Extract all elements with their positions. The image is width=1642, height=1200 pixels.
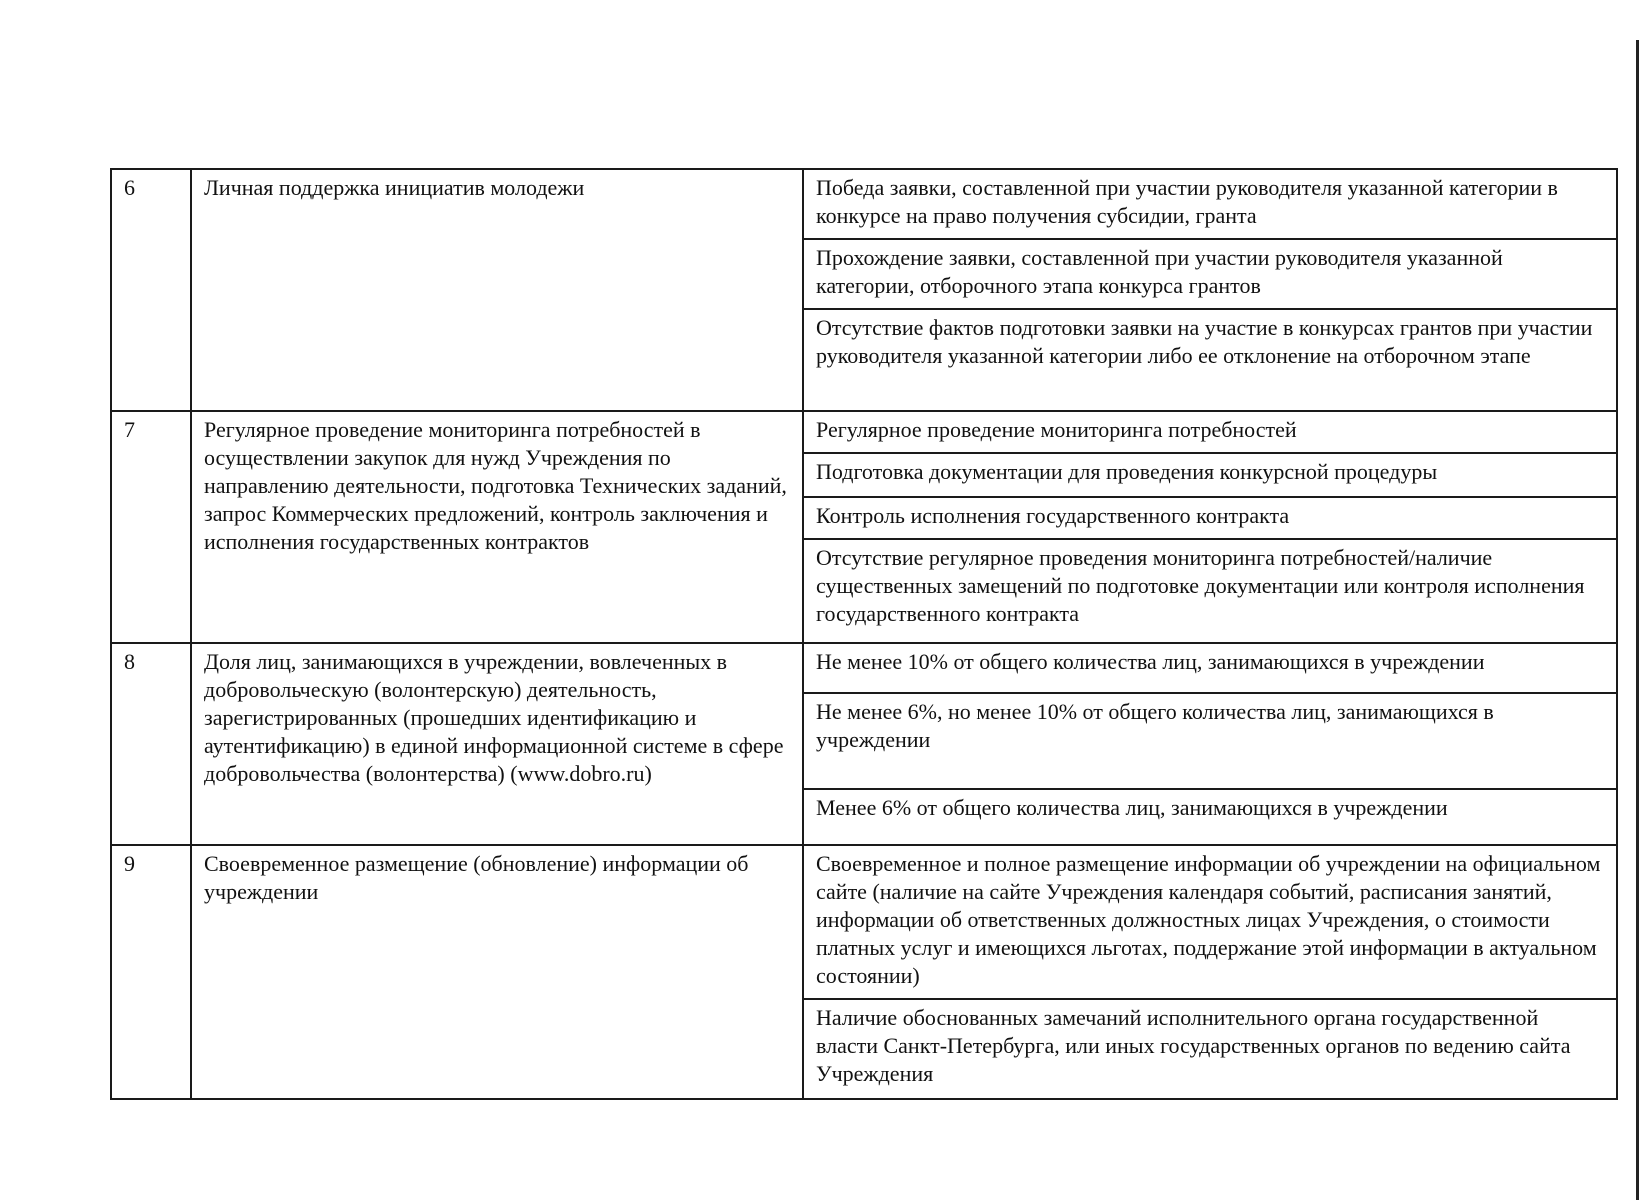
criteria-item: Своевременное и полное размещение информации об учреждении на официальном сайте (наличие на сайте Учреждения календаря событий, расписания занятий, информации об ответственных должностных лицах Учреждения, о стоимости платных услуг и имеющихся льготах, поддержание этой информации в актуальном состоянии): [804, 846, 1616, 1000]
criteria-item: Не менее 10% от общего количества лиц, занимающихся в учреждении: [804, 644, 1616, 694]
criteria-item: Отсутствие фактов подготовки заявки на участие в конкурсах грантов при участии руководителя указанной категории либо ее отклонение на отборочном этапе: [816, 315, 1593, 368]
row-number: 9: [111, 845, 191, 1099]
criteria-item: Контроль исполнения государственного контракта: [804, 498, 1616, 540]
criteria-cell: [803, 643, 1617, 845]
page-edge: [1636, 40, 1639, 1200]
table-row: [111, 845, 1617, 1099]
criteria-item: Подготовка документации для проведения конкурсной процедуры: [804, 454, 1616, 498]
criteria-table: [110, 168, 1618, 1100]
row-number: 8: [111, 643, 191, 845]
criteria-item: Наличие обоснованных замечаний исполнительного органа государственной власти Санкт-Петербурга, или иных государственных органов по ведению сайта Учреждения: [816, 1005, 1571, 1086]
criteria-item: Не менее 6%, но менее 10% от общего количества лиц, занимающихся в учреждении: [804, 694, 1616, 790]
table-row: [111, 169, 1617, 411]
indicator-cell: Доля лиц, занимающихся в учреждении, вовлеченных в добровольческую (волонтерскую) деятельность, зарегистрированных (прошедших идентификацию и аутентификацию) в единой информационной системе в сфере добровольчества (волонтерства) (www.dobro.ru): [191, 643, 803, 845]
criteria-cell: [803, 169, 1617, 411]
row-number: 6: [111, 169, 191, 411]
criteria-cell: [803, 411, 1617, 643]
indicator-cell: Своевременное размещение (обновление) информации об учреждении: [191, 845, 803, 1099]
criteria-item: Прохождение заявки, составленной при участии руководителя указанной категории, отборочного этапа конкурса грантов: [804, 240, 1616, 310]
table-row: [111, 643, 1617, 845]
indicator-cell: Личная поддержка инициатив молодежи: [191, 169, 803, 411]
table-row: [111, 411, 1617, 643]
criteria-item: Отсутствие регулярное проведения мониторинга потребностей/наличие существенных замещений по подготовке документации или контроля исполнения государственного контракта: [816, 545, 1585, 626]
criteria-item: Менее 6% от общего количества лиц, занимающихся в учреждении: [816, 795, 1448, 820]
indicator-cell: Регулярное проведение мониторинга потребностей в осуществлении закупок для нужд Учреждения по направлению деятельности, подготовка Технических заданий, запрос Коммерческих предложений, контроль заключения и исполнения государственных контрактов: [191, 411, 803, 643]
criteria-item: Регулярное проведение мониторинга потребностей: [804, 412, 1616, 454]
criteria-cell: [803, 845, 1617, 1099]
criteria-item: Победа заявки, составленной при участии руководителя указанной категории в конкурсе на право получения субсидии, гранта: [804, 170, 1616, 240]
row-number: 7: [111, 411, 191, 643]
